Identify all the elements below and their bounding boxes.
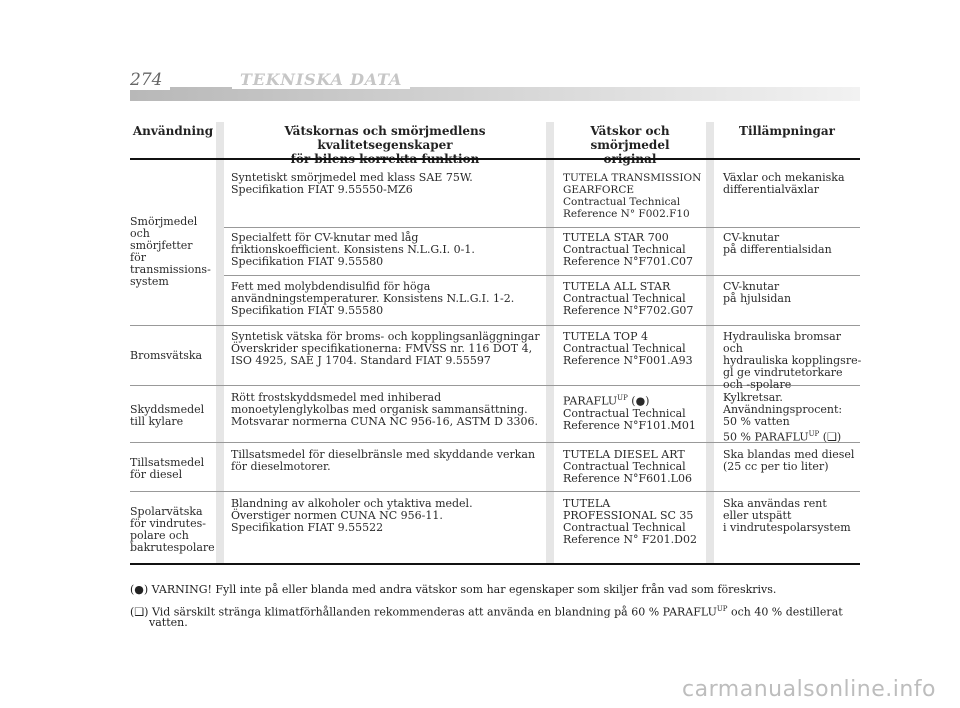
original-brake-fluid: TUTELA TOP 4 Contractual Technical Reference N°F001.A93 — [563, 330, 693, 367]
application-gear-oil: Växlar och mekaniska differentialväxlar — [723, 171, 845, 196]
page-title: TEKNISKA DATA — [232, 70, 410, 89]
original-coolant — [563, 392, 703, 432]
column-header-applications: Tillämpningar — [739, 124, 835, 138]
application-brake-fluid: Hydrauliska bromsar och hydrauliska kopplingsre- gl ge vindrutetorkare och -spolare — [723, 330, 862, 391]
footnote-note-sup: UP — [716, 605, 728, 613]
page-number: 274 — [130, 70, 170, 90]
original-gear-oil: TUTELA TRANSMISSION GEARFORCE Contractual Technical Reference N° F002.F10 — [563, 172, 702, 220]
original-washer-fluid: TUTELA PROFESSIONAL SC 35 Contractual Technical Reference N° F201.D02 — [563, 497, 697, 546]
usage-washer-fluid: Spolarvätska för vindrutes- polare och bakrutespolare — [130, 505, 215, 554]
spec-gear-oil: Syntetiskt smörjmedel med klass SAE 75W. Specifikation FIAT 9.55550-MZ6 — [231, 171, 473, 196]
spec-diesel-additive: Tillsatsmedel för dieselbränsle med skyddande verkan för dieselmotorer. — [231, 448, 536, 473]
application-cv-grease-diff: CV-knutar på differentialsidan — [723, 231, 832, 256]
product-name: PARAFLU — [563, 394, 618, 408]
usage-brake-fluid: Bromsvätska — [130, 349, 203, 362]
column-divider — [216, 122, 224, 564]
product-reference: Contractual Technical Reference N°F101.M01 — [563, 406, 696, 432]
application-cv-grease-wheel: CV-knutar på hjulsidan — [723, 280, 792, 305]
table-bottom-rule — [130, 563, 860, 565]
original-cv-grease-diff: TUTELA STAR 700 Contractual Technical Reference N°F701.C07 — [563, 231, 694, 268]
spec-cv-grease-diff: Specialfett för CV-knutar med låg friktionskoefficient. Konsistens N.L.G.I. 0-1. Specifikation FIAT 9.55580 — [231, 231, 475, 268]
usage-diesel-additive: Tillsatsmedel för diesel — [130, 456, 205, 481]
row-divider — [224, 275, 860, 276]
row-divider — [130, 325, 860, 326]
header-bar — [130, 87, 860, 101]
spec-coolant: Rött frostskyddsmedel med inhiberad monoetylenglykolbas med organisk sammansättning. Motsvarar normerna CUNA NC 956-16, ASTM D 3306. — [231, 391, 538, 428]
application-mix-post: (❑) — [819, 430, 842, 444]
bullet-mark: (●) — [627, 394, 650, 408]
usage-lubricants: Smörjmedel och smörjfetter för transmissions- system — [130, 215, 211, 288]
application-mix-sup: UP — [808, 430, 820, 438]
spec-washer-fluid: Blandning av alkoholer och ytaktiva medel. Överstiger normen CUNA NC 956-11. Specifikation FIAT 9.55522 — [231, 497, 473, 534]
column-header-usage: Användning — [132, 124, 214, 138]
footnote-note-continuation: vatten. — [149, 616, 188, 629]
footnote-note-text: Vid särskilt stränga klimatförhållanden rekommenderas att använda en blandning på 60 % PARAFLU — [148, 605, 717, 619]
row-divider — [130, 491, 860, 492]
watermark: carmanualsonline.info — [682, 677, 936, 702]
square-icon: (❑) — [130, 605, 149, 619]
column-divider — [706, 122, 714, 564]
original-cv-grease-wheel: TUTELA ALL STAR Contractual Technical Reference N°F702.G07 — [563, 280, 694, 317]
header-rule — [130, 158, 860, 160]
application-coolant — [723, 392, 863, 444]
bullet-icon: (●) — [130, 583, 149, 596]
application-mix-pre: 50 % PARAFLU — [723, 430, 809, 444]
row-divider — [224, 227, 860, 228]
column-divider — [546, 122, 554, 564]
column-header-original: Vätskor och smörjmedel original — [590, 124, 670, 166]
application-text: Kylkretsar. Användningsprocent: 50 % vatten — [723, 391, 843, 428]
spec-brake-fluid: Syntetisk vätska för broms- och kopplingsanläggningar Överskrider specifikationerna: FMVSS nr. 116 DOT 4, ISO 4925, SAE J 1704. Standard FIAT 9.55597 — [231, 330, 540, 367]
application-washer-fluid: Ska användas rent eller utspätt i vindrutespolarsystem — [723, 497, 851, 534]
product-superscript: UP — [617, 394, 628, 402]
page-header — [130, 70, 860, 104]
application-diesel-additive: Ska blandas med diesel (25 cc per tio liter) — [723, 448, 855, 473]
usage-coolant: Skyddsmedel till kylare — [130, 403, 205, 428]
footnote-note-text-end: och 40 % destillerat — [727, 605, 843, 619]
original-diesel-additive: TUTELA DIESEL ART Contractual Technical Reference N°F601.L06 — [563, 448, 692, 485]
footnote-warning-text: VARNING! Fyll inte på eller blanda med andra vätskor som har egenskaper som skiljer från vad som föreskrivs. — [148, 583, 777, 596]
footnote-warning — [130, 583, 860, 597]
spec-cv-grease-wheel: Fett med molybdendisulfid för höga användningstemperaturer. Konsistens N.L.G.I. 1-2. Specifikation FIAT 9.55580 — [231, 280, 515, 317]
column-header-spec: Vätskornas och smörjmedlens kvalitetsegenskaper för bilens korrekta funktion — [284, 124, 486, 166]
